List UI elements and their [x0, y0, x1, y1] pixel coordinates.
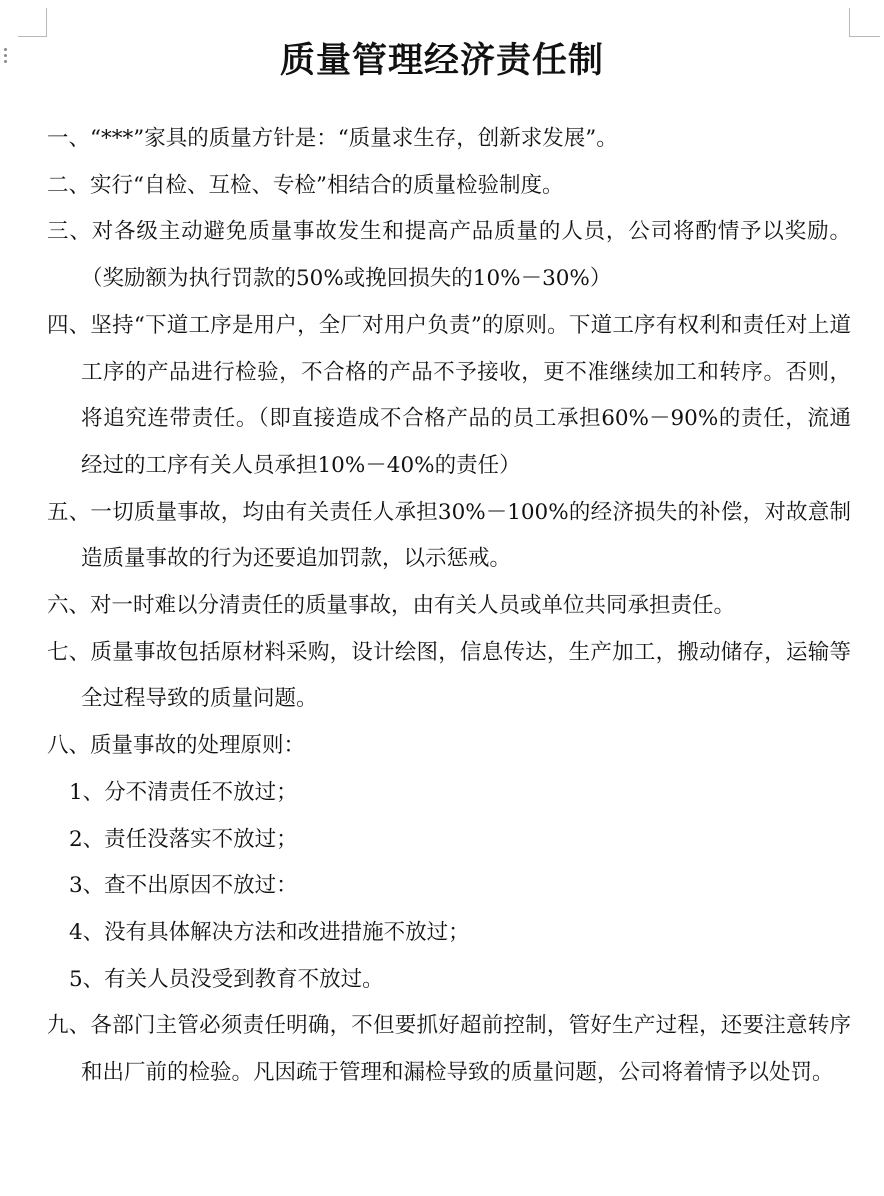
- paragraph-7: 七、质量事故包括原材料采购，设计绘图，信息传达，生产加工，搬动储存，运输等全过程导致的质量问题。: [47, 639, 851, 712]
- paragraph-8: 八、质量事故的处理原则：: [47, 733, 306, 759]
- paragraph-3: 三、对各级主动避免质量事故发生和提高产品质量的人员，公司将酌情予以奖励。（奖励额为执行罚款的50%或挽回损失的10%－30%）: [47, 219, 851, 292]
- paragraph-5: 五、一切质量事故，均由有关责任人承担30%－100%的经济损失的补偿，对故意制造质量事故的行为还要追加罚款，以示惩戒。: [47, 499, 851, 572]
- paragraph-9: 九、各部门主管必须责任明确，不但要抓好超前控制，管好生产过程，还要注意转序和出厂前的检验。凡因疏于管理和漏检导致的质量问题，公司将着情予以处罚。: [47, 1013, 851, 1086]
- sub-item-3: 3、查不出原因不放过：: [69, 873, 298, 899]
- paragraph-4: 四、坚持“下道工序是用户，全厂对用户负责”的原则。下道工序有权利和责任对上道工序的产品进行检验，不合格的产品不予接收，更不准继续加工和转序。否则，将追究连带责任。（即直接造成不合格产品的员工承担60%－90%的责任，流通经过的工序有关人员承担10%－40%的责任）: [47, 312, 851, 478]
- sub-item-4: 4、没有具体解决方法和改进措施不放过；: [69, 919, 470, 945]
- crop-mark-top-right: [849, 8, 880, 37]
- document-body: [47, 116, 851, 1097]
- paragraph-6: 六、对一时难以分清责任的质量事故，由有关人员或单位共同承担责任。: [47, 593, 736, 619]
- crop-mark-top-left: [18, 8, 47, 37]
- sub-item-2: 2、责任没落实不放过；: [69, 826, 298, 852]
- paragraph-2: 二、实行“自检、互检、专检”相结合的质量检验制度。: [47, 172, 564, 198]
- sub-item-5: 5、有关人员没受到教育不放过。: [69, 966, 384, 992]
- sub-item-1: 1、分不清责任不放过；: [69, 779, 298, 805]
- document-title: 质量管理经济责任制: [279, 40, 604, 81]
- paragraph-1: 一、“***”家具的质量方针是：“质量求生存，创新求发展”。: [47, 126, 618, 151]
